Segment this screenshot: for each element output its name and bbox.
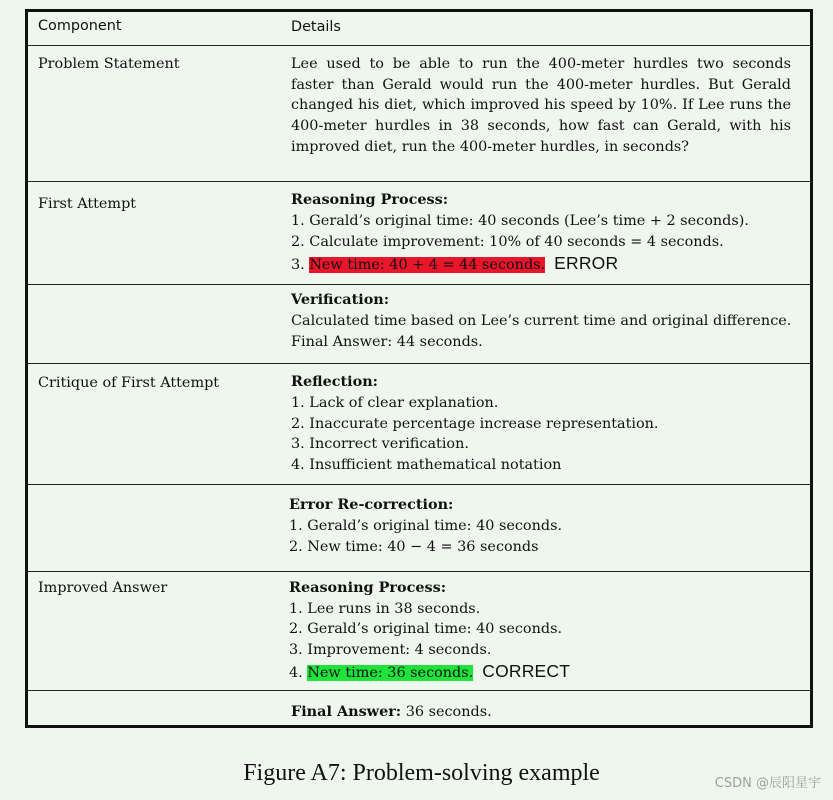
problem-solving-table: [25, 9, 813, 728]
row-divider: [28, 690, 810, 691]
step-3-prefix: 3.: [291, 257, 310, 273]
verification-text: Calculated time based on Lee’s current time and original difference.: [291, 313, 792, 329]
row-divider: [28, 363, 810, 364]
header-component: Component: [38, 18, 122, 34]
first-attempt-final-answer: Final Answer: 44 seconds.: [291, 334, 483, 350]
first-attempt-step-1: 1. Gerald’s original time: 40 seconds (Lee’s time + 2 seconds).: [291, 213, 749, 229]
first-attempt-label: First Attempt: [38, 196, 137, 212]
critique-label: Critique of First Attempt: [38, 375, 220, 391]
error-tag: ERROR: [554, 253, 619, 273]
improved-step-1: 1. Lee runs in 38 seconds.: [289, 601, 481, 617]
reflection-item-4: 4. Insufficient mathematical notation: [291, 457, 562, 473]
first-attempt-step-2: 2. Calculate improvement: 10% of 40 seconds = 4 seconds.: [291, 234, 724, 250]
improved-step-4: [289, 661, 570, 684]
verification-title: Verification:: [291, 291, 390, 308]
recorrection-title: Error Re-correction:: [289, 496, 454, 513]
error-highlight: New time: 40 + 4 = 44 seconds.: [309, 257, 546, 273]
final-answer-label: Final Answer:: [291, 703, 402, 720]
improved-step-2: 2. Gerald’s original time: 40 seconds.: [289, 621, 563, 637]
first-attempt-reasoning-title: Reasoning Process:: [291, 191, 449, 208]
row-divider: [28, 284, 810, 285]
improved-step-3: 3. Improvement: 4 seconds.: [289, 642, 492, 658]
reflection-item-2: 2. Inaccurate percentage increase representation.: [291, 416, 659, 432]
improved-reasoning-title: Reasoning Process:: [289, 579, 447, 596]
row-divider: [28, 484, 810, 485]
problem-statement-label: Problem Statement: [38, 56, 180, 72]
improved-final-answer: [291, 702, 492, 723]
reflection-title: Reflection:: [291, 373, 378, 390]
figure-caption: Figure A7: Problem-solving example: [243, 760, 600, 786]
reflection-item-1: 1. Lack of clear explanation.: [291, 395, 499, 411]
row-divider: [28, 45, 810, 46]
final-answer-value: 36 seconds.: [401, 704, 492, 720]
problem-statement-text: Lee used to be able to run the 400-meter hurdles two seconds faster than Gerald would run the 400-meter hurdles. But Gerald changed his diet, which improved his speed by 10%. If Lee runs the 400-meter hurdles in 38 seconds, how fast can Gerald, with his improved diet, run the 400-meter hurdles, in seconds?: [291, 56, 791, 155]
row-divider: [28, 571, 810, 572]
row-divider: [28, 181, 810, 182]
reflection-item-3: 3. Incorrect verification.: [291, 436, 469, 452]
recorrection-item-2: 2. New time: 40 − 4 = 36 seconds: [289, 539, 539, 555]
watermark: CSDN @辰阳星宇: [714, 776, 821, 791]
step-4-prefix: 4.: [289, 665, 308, 681]
first-attempt-step-3: [291, 253, 618, 276]
header-details: Details: [291, 19, 341, 35]
improved-answer-label: Improved Answer: [38, 580, 168, 596]
recorrection-item-1: 1. Gerald’s original time: 40 seconds.: [289, 518, 563, 534]
correct-tag: CORRECT: [482, 661, 571, 681]
correct-highlight: New time: 36 seconds.: [307, 665, 474, 681]
